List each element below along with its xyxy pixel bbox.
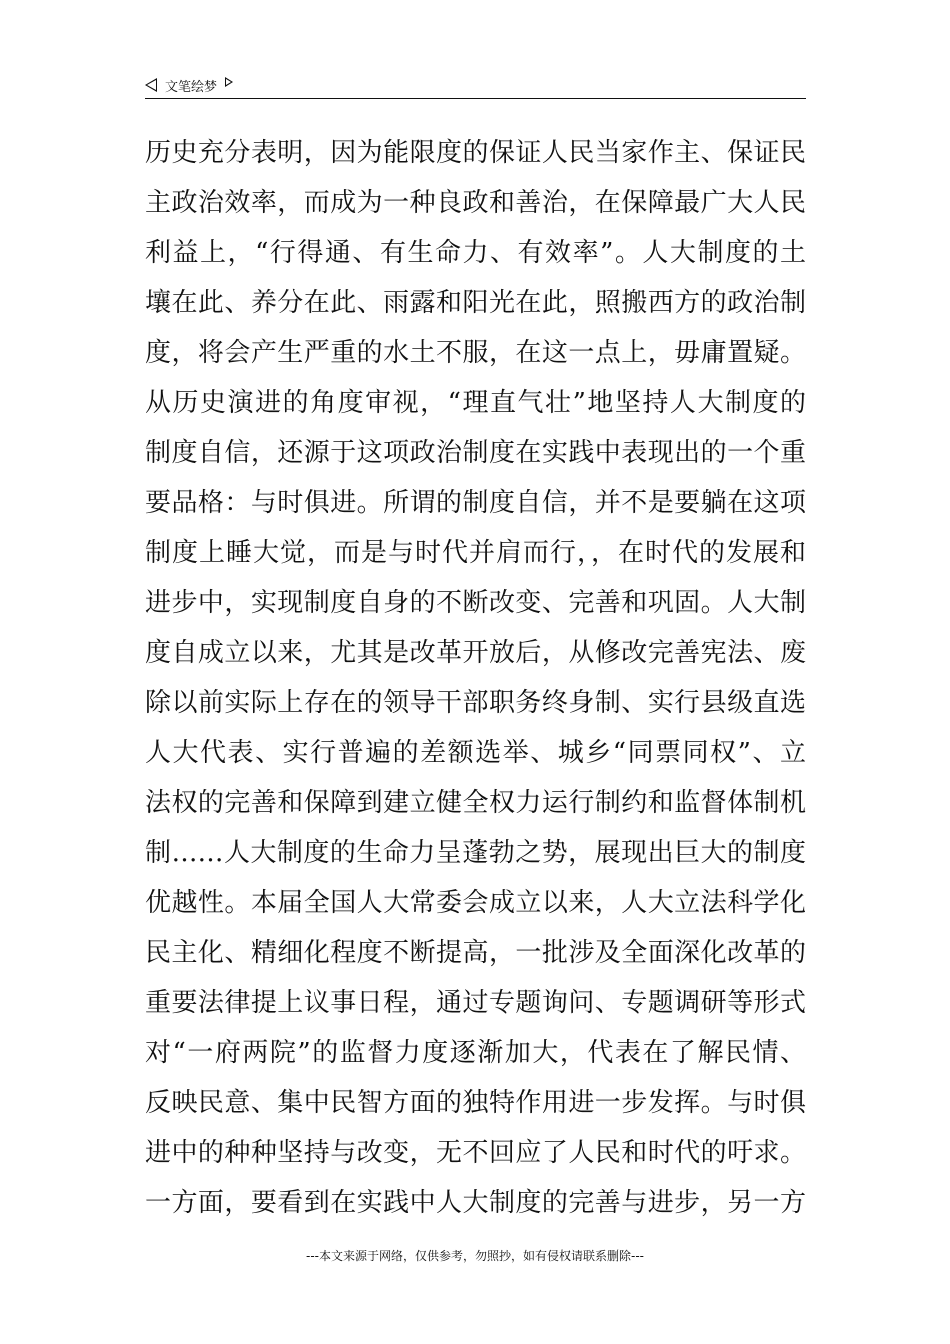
- text-line: 优越性。本届全国人大常委会成立以来，人大立法科学化: [145, 888, 806, 918]
- text-line: 反映民意、集中民智方面的独特作用进一步发挥。与时俱: [145, 1088, 806, 1118]
- text-line: 一方面，要看到在实践中人大制度的完善与进步，另一方: [145, 1188, 806, 1218]
- text-line: 制度自信，还源于这项政治制度在实践中表现出的一个重: [145, 438, 806, 468]
- triangle-left-icon: [145, 78, 157, 92]
- text-line: 对“一府两院”的监督力度逐渐加大，代表在了解民情、: [145, 1038, 806, 1068]
- text-line: 从历史演进的角度审视，“理直气壮”地坚持人大制度的: [145, 388, 806, 418]
- text-line: 进中的种种坚持与改变，无不回应了人民和时代的吁求。: [145, 1138, 806, 1168]
- text-line: 人大代表、实行普遍的差额选举、城乡“同票同权”、立: [145, 738, 806, 768]
- page-header: [145, 74, 806, 96]
- text-line: 利益上，“行得通、有生命力、有效率”。人大制度的土: [145, 238, 806, 268]
- text-line: 民主化、精细化程度不断提高，一批涉及全面深化改革的: [145, 938, 806, 968]
- text-line: 主政治效率，而成为一种良政和善治，在保障最广大人民: [145, 188, 806, 218]
- text-line: 制度上睡大觉，而是与时代并肩而行，，在时代的发展和: [145, 538, 806, 568]
- header-divider: [145, 98, 806, 99]
- text-line: 度，将会产生严重的水土不服，在这一点上，毋庸置疑。: [145, 338, 806, 368]
- text-line: 要品格：与时俱进。所谓的制度自信，并不是要躺在这项: [145, 488, 806, 518]
- text-line: 重要法律提上议事日程，通过专题询问、专题调研等形式: [145, 988, 806, 1018]
- text-line: 进步中，实现制度自身的不断改变、完善和巩固。人大制: [145, 588, 806, 618]
- page-footer: ---本文来源于网络，仅供参考，勿照抄，如有侵权请联系删除---: [306, 1249, 644, 1263]
- text-line: 除以前实际上存在的领导干部职务终身制、实行县级直选: [145, 688, 806, 718]
- text-line: 度自成立以来，尤其是改革开放后，从修改完善宪法、废: [145, 638, 806, 668]
- text-line: 制……人大制度的生命力呈蓬勃之势，展现出巨大的制度: [145, 838, 806, 868]
- text-line: 历史充分表明，因为能限度的保证人民当家作主、保证民: [145, 138, 806, 168]
- body-text: [145, 128, 806, 1228]
- triangle-right-icon: [225, 77, 233, 87]
- text-line: 壤在此、养分在此、雨露和阳光在此，照搬西方的政治制: [145, 288, 806, 318]
- text-line: 法权的完善和保障到建立健全权力运行制约和监督体制机: [145, 788, 806, 818]
- header-title: 文笔绘梦: [165, 79, 218, 95]
